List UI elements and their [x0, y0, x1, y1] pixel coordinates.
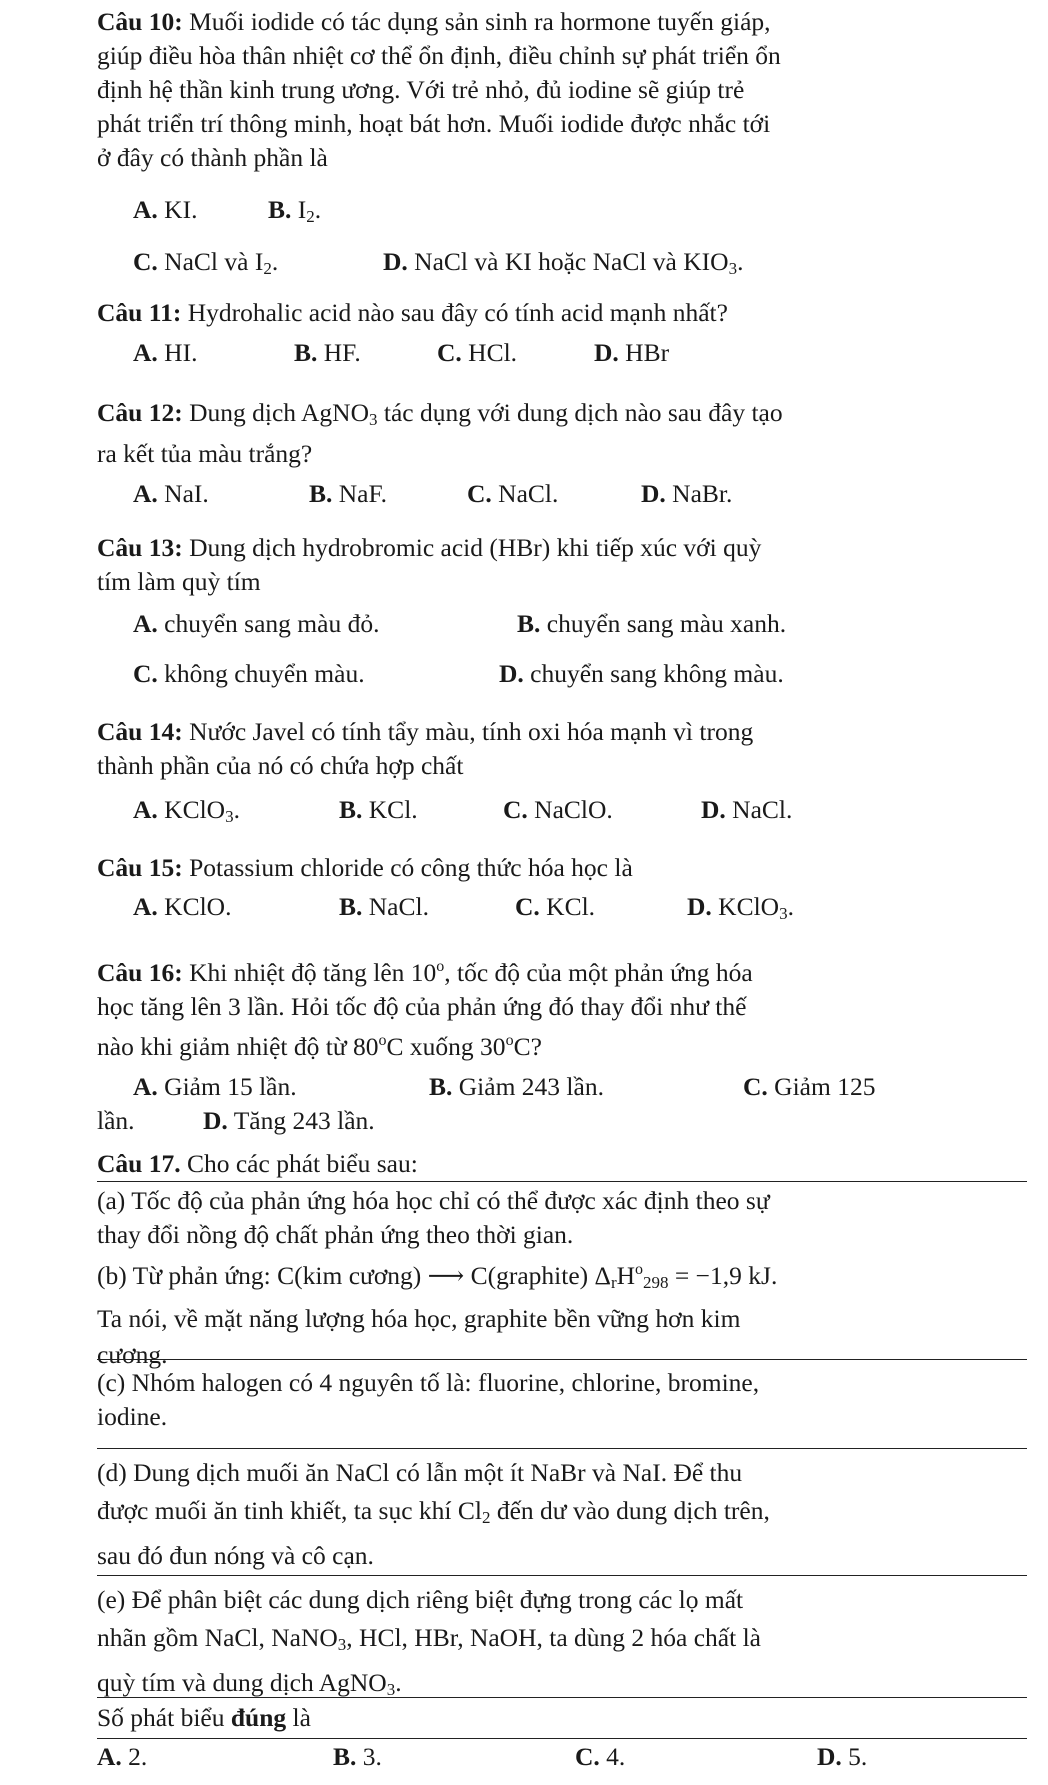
option-b[interactable]: B. $I_2$. — [268, 195, 322, 226]
question-11 — [97, 296, 1027, 370]
option-d[interactable]: D. chuyển sang không màu. — [499, 659, 784, 688]
option-a[interactable]: A. KI. — [133, 195, 198, 224]
question-14: Câu 14: Nước Javel có tính tẩy màu, tính oxi hóa mạnh vì trong thành phần của nó có chứa hợp chất A. KClO$_3$. B. KCl. C. NaClO. D. NaCl. — [97, 715, 1027, 827]
question-11-stem: Câu 11: Hydrohalic acid nào sau đây có tính acid mạnh nhất? — [97, 298, 728, 327]
divider — [97, 1181, 1027, 1182]
option-a[interactable]: A. Giảm 15 lần. — [133, 1072, 297, 1101]
option-c[interactable]: C. KCl. — [515, 892, 596, 921]
option-c[interactable]: C. NaCl và $I_2$. — [133, 247, 279, 278]
option-d[interactable]: D. NaCl. — [701, 795, 793, 824]
question-17-stem: Câu 17. Cho các phát biểu sau: — [97, 1149, 418, 1178]
divider — [97, 1448, 1027, 1449]
option-a[interactable]: A. KClO$_3$. — [133, 795, 240, 826]
option-b[interactable]: B. NaF. — [309, 479, 388, 508]
option-c[interactable]: C. không chuyển màu. — [133, 659, 365, 688]
question-14-stem: Câu 14: Nước Javel có tính tẩy màu, tính oxi hóa mạnh vì trong — [97, 717, 754, 746]
divider — [97, 1697, 1027, 1698]
option-a[interactable]: A. KClO. — [133, 892, 232, 921]
question-15-stem: Câu 15: Potassium chloride có công thức hóa học là — [97, 853, 633, 882]
statement-b: (b) Từ phản ứng: C(kim cương) ⟶ C(graphite) $\Delta_rH^o_{298} = -1,9$ kJ. Ta nói, về mặt năng lượng hóa học, graphite bền vững hơn kim cương. — [97, 1261, 778, 1369]
option-c[interactable]: C. 4. — [575, 1742, 626, 1771]
question-11-options — [97, 336, 1027, 370]
option-d[interactable]: D. HBr — [594, 338, 670, 367]
question-10: Câu 10: Muối iodide có tác dụng sản sinh ra hormone tuyến giáp, giúp điều hòa thân nhiệt cơ thể ổn định, điều chỉnh sự phát triển ổn định hệ thần kinh trung ương. Với trẻ nhỏ, đủ iodine sẽ giúp trẻ phát triển trí thông minh, hoạt bát hơn. Muối iodide được nhắc tới ở đây có thành phần là A. KI. B. $I_2$. C. NaCl và $I_2$. D. NaCl và KI hoặc NaCl và $KIO_3$. — [97, 5, 1027, 279]
option-c[interactable]: C. HCl. — [437, 338, 518, 367]
question-12: Câu 12: Dung dịch AgNO$_3$ tác dụng với dung dịch nào sau đây tạo ra kết tủa màu trắng? A. NaI. B. NaF. C. NaCl. D. NaBr. — [97, 396, 1027, 511]
statement-a: (a) Tốc độ của phản ứng hóa học chỉ có thể được xác định theo sự thay đổi nồng độ chất phản ứng theo thời gian. — [97, 1186, 770, 1249]
question-10-options-row2 — [97, 245, 1027, 279]
question-16: Câu 16: Khi nhiệt độ tăng lên 10$^o$, tốc độ của một phản ứng hóa học tăng lên 3 lần. Hỏi tốc độ của phản ứng đó thay đổi như thế nào khi giảm nhiệt độ từ 80$^o$C xuống 30$^o$C? A. Giảm 15 lần. B. Giảm 243 lần. C. Giảm 125 lần. D. Tăng 243 lần. — [97, 950, 1027, 1138]
option-b[interactable]: B. NaCl. — [339, 892, 429, 921]
statement-d: (d) Dung dịch muối ăn NaCl có lẫn một ít NaBr và NaI. Để thu được muối ăn tinh khiết, ta sục khí $Cl_2$ đến dư vào dung dịch trên, sau đó đun nóng và cô cạn. — [97, 1458, 770, 1570]
option-d[interactable]: D. NaBr. — [641, 479, 733, 508]
option-d[interactable]: D. NaCl và KI hoặc NaCl và $KIO_3$. — [383, 247, 744, 278]
option-c[interactable]: C. Giảm 125 — [743, 1072, 876, 1101]
option-b[interactable]: B. Giảm 243 lần. — [429, 1072, 604, 1101]
option-a[interactable]: A. NaI. — [133, 479, 209, 508]
option-c[interactable]: C. NaCl. — [467, 479, 559, 508]
statement-c: (c) Nhóm halogen có 4 nguyên tố là: fluorine, chlorine, bromine, iodine. — [97, 1368, 760, 1431]
question-13-stem: Câu 13: Dung dịch hydrobromic acid (HBr) khi tiếp xúc với quỳ — [97, 533, 762, 562]
question-10-stem: Câu 10: Muối iodide có tác dụng sản sinh ra hormone tuyến giáp, — [97, 7, 771, 36]
option-b[interactable]: B. HF. — [294, 338, 361, 367]
question-14-options — [97, 793, 1027, 827]
question-13-options-row1 — [97, 607, 1027, 641]
option-c[interactable]: C. NaClO. — [503, 795, 613, 824]
option-b[interactable]: B. chuyển sang màu xanh. — [517, 609, 787, 638]
divider — [97, 1359, 1027, 1360]
option-d[interactable]: D. KClO$_3$. — [687, 892, 794, 923]
option-b[interactable]: B. KCl. — [339, 795, 418, 824]
question-17-prompt: Số phát biểu đúng là — [97, 1703, 311, 1732]
option-d[interactable]: D. Tăng 243 lần. — [203, 1106, 375, 1135]
question-16-stem: Câu 16: Khi nhiệt độ tăng lên 10$^o$, tốc độ của một phản ứng hóa — [97, 958, 753, 987]
question-12-stem: Câu 12: Dung dịch AgNO$_3$ tác dụng với dung dịch nào sau đây tạo — [97, 398, 783, 429]
option-b[interactable]: B. 3. — [333, 1742, 382, 1771]
question-15-options — [97, 890, 1027, 924]
question-label: Câu 10: — [97, 7, 183, 36]
question-13-options-row2 — [97, 657, 1027, 691]
question-17-options — [97, 1740, 1027, 1774]
divider — [97, 1738, 1027, 1739]
question-16-options-row1 — [97, 1070, 1027, 1104]
question-12-options — [97, 477, 1027, 511]
option-a[interactable]: A. 2. — [97, 1742, 148, 1771]
option-a[interactable]: A. HI. — [133, 338, 198, 367]
question-13: Câu 13: Dung dịch hydrobromic acid (HBr) khi tiếp xúc với quỳ tím làm quỳ tím A. chuyển sang màu đỏ. B. chuyển sang màu xanh. C. không chuyển màu. D. chuyển sang không màu. — [97, 531, 1027, 691]
divider — [97, 1575, 1027, 1576]
statement-e: (e) Để phân biệt các dung dịch riêng biệt đựng trong các lọ mất nhãn gồm NaCl, NaNO$_3$, HCl, HBr, NaOH, ta dùng 2 hóa chất là quỳ tím và dung dịch AgNO$_3$. — [97, 1585, 761, 1699]
option-d[interactable]: D. 5. — [817, 1742, 868, 1771]
question-10-options-row1 — [97, 193, 1027, 227]
option-a[interactable]: A. chuyển sang màu đỏ. — [133, 609, 380, 638]
question-15 — [97, 851, 1027, 924]
question-16-options-row2: lần. D. Tăng 243 lần. — [97, 1104, 1027, 1138]
